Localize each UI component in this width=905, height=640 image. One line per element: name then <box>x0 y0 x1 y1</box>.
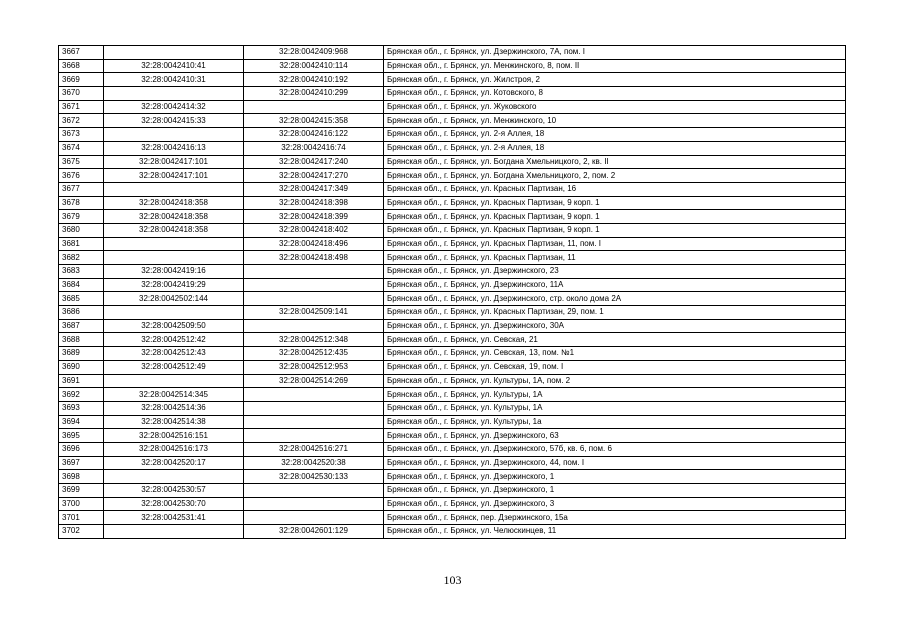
table-row <box>59 265 846 279</box>
address-cell: Брянская обл., г. Брянск, ул. Котовского, 8 <box>384 87 846 101</box>
parcel-number-cell: 32:28:0042512:42 <box>104 333 244 347</box>
table-row <box>59 374 846 388</box>
parcel-number-cell: 32:28:0042417:101 <box>104 155 244 169</box>
table-row <box>59 415 846 429</box>
row-number-cell: 3702 <box>59 525 104 539</box>
table-row <box>59 388 846 402</box>
parcel-number-cell: 32:28:0042416:13 <box>104 141 244 155</box>
address-cell: Брянская обл., г. Брянск, ул. Дзержинского, стр. около дома 2А <box>384 292 846 306</box>
object-number-cell: 32:28:0042509:141 <box>244 306 384 320</box>
address-cell: Брянская обл., г. Брянск, ул. Севская, 13, пом. №1 <box>384 347 846 361</box>
object-number-cell <box>244 265 384 279</box>
address-cell: Брянская обл., г. Брянск, ул. Дзержинского, 1 <box>384 484 846 498</box>
parcel-number-cell <box>104 182 244 196</box>
object-number-cell <box>244 292 384 306</box>
table-row <box>59 169 846 183</box>
table-row <box>59 251 846 265</box>
parcel-number-cell <box>104 374 244 388</box>
table-row <box>59 470 846 484</box>
row-number-cell: 3682 <box>59 251 104 265</box>
object-number-cell: 32:28:0042512:953 <box>244 360 384 374</box>
table-row <box>59 196 846 210</box>
object-number-cell <box>244 388 384 402</box>
table-row <box>59 155 846 169</box>
parcel-number-cell <box>104 46 244 60</box>
address-cell: Брянская обл., г. Брянск, ул. Дзержинского, 7А, пом. I <box>384 46 846 60</box>
parcel-number-cell: 32:28:0042531:41 <box>104 511 244 525</box>
parcel-number-cell: 32:28:0042419:29 <box>104 278 244 292</box>
parcel-number-cell: 32:28:0042502:144 <box>104 292 244 306</box>
parcel-number-cell: 32:28:0042414:32 <box>104 100 244 114</box>
address-cell: Брянская обл., г. Брянск, ул. Дзержинского, 63 <box>384 429 846 443</box>
object-number-cell: 32:28:0042416:122 <box>244 128 384 142</box>
parcel-number-cell <box>104 470 244 484</box>
parcel-number-cell: 32:28:0042520:17 <box>104 456 244 470</box>
row-number-cell: 3676 <box>59 169 104 183</box>
address-cell: Брянская обл., г. Брянск, ул. 2-я Аллея, 18 <box>384 128 846 142</box>
table-row <box>59 497 846 511</box>
object-number-cell: 32:28:0042417:240 <box>244 155 384 169</box>
table-row <box>59 73 846 87</box>
row-number-cell: 3688 <box>59 333 104 347</box>
address-cell: Брянская обл., г. Брянск, ул. Красных Партизан, 29, пом. 1 <box>384 306 846 320</box>
address-cell: Брянская обл., г. Брянск, ул. Жуковского <box>384 100 846 114</box>
table-row <box>59 128 846 142</box>
row-number-cell: 3694 <box>59 415 104 429</box>
row-number-cell: 3673 <box>59 128 104 142</box>
row-number-cell: 3686 <box>59 306 104 320</box>
table-row <box>59 292 846 306</box>
address-cell: Брянская обл., г. Брянск, ул. Дзержинского, 23 <box>384 265 846 279</box>
parcel-number-cell <box>104 306 244 320</box>
table-row <box>59 141 846 155</box>
object-number-cell: 32:28:0042512:348 <box>244 333 384 347</box>
object-number-cell: 32:28:0042410:192 <box>244 73 384 87</box>
address-cell: Брянская обл., г. Брянск, ул. Культуры, 1А <box>384 401 846 415</box>
object-number-cell <box>244 319 384 333</box>
row-number-cell: 3667 <box>59 46 104 60</box>
table-row <box>59 87 846 101</box>
table-row <box>59 484 846 498</box>
object-number-cell: 32:28:0042418:398 <box>244 196 384 210</box>
object-number-cell: 32:28:0042409:968 <box>244 46 384 60</box>
parcel-number-cell: 32:28:0042417:101 <box>104 169 244 183</box>
address-cell: Брянская обл., г. Брянск, ул. Дзержинского, 3 <box>384 497 846 511</box>
parcel-number-cell <box>104 237 244 251</box>
row-number-cell: 3681 <box>59 237 104 251</box>
table-row <box>59 360 846 374</box>
parcel-number-cell <box>104 87 244 101</box>
address-cell: Брянская обл., г. Брянск, ул. Севская, 21 <box>384 333 846 347</box>
table-row <box>59 223 846 237</box>
address-cell: Брянская обл., г. Брянск, ул. Красных Партизан, 11, пом. I <box>384 237 846 251</box>
parcel-number-cell: 32:28:0042410:31 <box>104 73 244 87</box>
table-row <box>59 100 846 114</box>
address-cell: Брянская обл., г. Брянск, ул. Красных Партизан, 9 корп. 1 <box>384 196 846 210</box>
object-number-cell: 32:28:0042418:498 <box>244 251 384 265</box>
row-number-cell: 3669 <box>59 73 104 87</box>
address-cell: Брянская обл., г. Брянск, ул. Культуры, 1а <box>384 415 846 429</box>
row-number-cell: 3670 <box>59 87 104 101</box>
parcel-number-cell: 32:28:0042512:43 <box>104 347 244 361</box>
row-number-cell: 3691 <box>59 374 104 388</box>
parcel-number-cell: 32:28:0042418:358 <box>104 223 244 237</box>
row-number-cell: 3671 <box>59 100 104 114</box>
object-number-cell <box>244 278 384 292</box>
address-cell: Брянская обл., г. Брянск, ул. Дзержинского, 11А <box>384 278 846 292</box>
table-row <box>59 319 846 333</box>
page-number: 103 <box>443 573 462 587</box>
address-cell: Брянская обл., г. Брянск, ул. 2-я Аллея, 18 <box>384 141 846 155</box>
row-number-cell: 3668 <box>59 59 104 73</box>
parcel-number-cell: 32:28:0042514:345 <box>104 388 244 402</box>
table-row <box>59 306 846 320</box>
object-number-cell <box>244 100 384 114</box>
table-row <box>59 347 846 361</box>
row-number-cell: 3687 <box>59 319 104 333</box>
object-number-cell: 32:28:0042601:129 <box>244 525 384 539</box>
parcel-number-cell: 32:28:0042530:57 <box>104 484 244 498</box>
table-row <box>59 46 846 60</box>
row-number-cell: 3698 <box>59 470 104 484</box>
row-number-cell: 3680 <box>59 223 104 237</box>
object-number-cell: 32:28:0042410:114 <box>244 59 384 73</box>
table-row <box>59 511 846 525</box>
row-number-cell: 3679 <box>59 210 104 224</box>
row-number-cell: 3685 <box>59 292 104 306</box>
object-number-cell: 32:28:0042530:133 <box>244 470 384 484</box>
address-cell: Брянская обл., г. Брянск, ул. Культуры, 1А <box>384 388 846 402</box>
row-number-cell: 3692 <box>59 388 104 402</box>
address-cell: Брянская обл., г. Брянск, ул. Богдана Хмельницкого, 2, кв. II <box>384 155 846 169</box>
row-number-cell: 3683 <box>59 265 104 279</box>
row-number-cell: 3674 <box>59 141 104 155</box>
object-number-cell: 32:28:0042417:270 <box>244 169 384 183</box>
parcel-number-cell: 32:28:0042516:151 <box>104 429 244 443</box>
address-cell: Брянская обл., г. Брянск, ул. Дзержинского, 1 <box>384 470 846 484</box>
object-number-cell: 32:28:0042512:435 <box>244 347 384 361</box>
row-number-cell: 3689 <box>59 347 104 361</box>
address-cell: Брянская обл., г. Брянск, ул. Богдана Хмельницкого, 2, пом. 2 <box>384 169 846 183</box>
address-cell: Брянская обл., г. Брянск, ул. Севская, 19, пом. I <box>384 360 846 374</box>
parcel-number-cell: 32:28:0042530:70 <box>104 497 244 511</box>
address-cell: Брянская обл., г. Брянск, ул. Красных Партизан, 9 корп. 1 <box>384 210 846 224</box>
parcel-number-cell <box>104 128 244 142</box>
object-number-cell <box>244 511 384 525</box>
address-cell: Брянская обл., г. Брянск, ул. Менжинского, 10 <box>384 114 846 128</box>
table-row <box>59 59 846 73</box>
object-number-cell: 32:28:0042410:299 <box>244 87 384 101</box>
object-number-cell: 32:28:0042520:38 <box>244 456 384 470</box>
parcel-number-cell: 32:28:0042509:50 <box>104 319 244 333</box>
parcel-number-cell: 32:28:0042516:173 <box>104 442 244 456</box>
parcel-number-cell <box>104 525 244 539</box>
parcel-number-cell: 32:28:0042419:16 <box>104 265 244 279</box>
address-cell: Брянская обл., г. Брянск, ул. Дзержинского, 44, пом. I <box>384 456 846 470</box>
cadastral-table <box>58 45 846 539</box>
table-row <box>59 401 846 415</box>
address-cell: Брянская обл., г. Брянск, ул. Челюскинцев, 11 <box>384 525 846 539</box>
table-row <box>59 525 846 539</box>
address-cell: Брянская обл., г. Брянск, ул. Красных Партизан, 16 <box>384 182 846 196</box>
address-cell: Брянская обл., г. Брянск, ул. Жилстроя, 2 <box>384 73 846 87</box>
row-number-cell: 3693 <box>59 401 104 415</box>
table-row <box>59 442 846 456</box>
address-cell: Брянская обл., г. Брянск, ул. Красных Партизан, 11 <box>384 251 846 265</box>
parcel-number-cell: 32:28:0042514:38 <box>104 415 244 429</box>
parcel-number-cell: 32:28:0042418:358 <box>104 210 244 224</box>
object-number-cell <box>244 484 384 498</box>
table-body <box>59 46 846 539</box>
object-number-cell <box>244 429 384 443</box>
object-number-cell: 32:28:0042418:496 <box>244 237 384 251</box>
address-cell: Брянская обл., г. Брянск, ул. Дзержинского, 57б, кв. 6, пом. 6 <box>384 442 846 456</box>
row-number-cell: 3672 <box>59 114 104 128</box>
object-number-cell: 32:28:0042516:271 <box>244 442 384 456</box>
row-number-cell: 3699 <box>59 484 104 498</box>
table-row <box>59 333 846 347</box>
address-cell: Брянская обл., г. Брянск, ул. Дзержинского, 30А <box>384 319 846 333</box>
address-cell: Брянская обл., г. Брянск, ул. Культуры, 1А, пом. 2 <box>384 374 846 388</box>
table-row <box>59 278 846 292</box>
parcel-number-cell: 32:28:0042410:41 <box>104 59 244 73</box>
object-number-cell: 32:28:0042417:349 <box>244 182 384 196</box>
row-number-cell: 3701 <box>59 511 104 525</box>
address-cell: Брянская обл., г. Брянск, пер. Дзержинского, 15а <box>384 511 846 525</box>
object-number-cell <box>244 401 384 415</box>
table-row <box>59 237 846 251</box>
object-number-cell <box>244 415 384 429</box>
table-row <box>59 182 846 196</box>
table-row <box>59 210 846 224</box>
object-number-cell <box>244 497 384 511</box>
table-row <box>59 429 846 443</box>
parcel-number-cell: 32:28:0042415:33 <box>104 114 244 128</box>
address-cell: Брянская обл., г. Брянск, ул. Менжинского, 8, пом. II <box>384 59 846 73</box>
row-number-cell: 3697 <box>59 456 104 470</box>
row-number-cell: 3675 <box>59 155 104 169</box>
parcel-number-cell <box>104 251 244 265</box>
object-number-cell: 32:28:0042418:402 <box>244 223 384 237</box>
object-number-cell: 32:28:0042415:358 <box>244 114 384 128</box>
parcel-number-cell: 32:28:0042418:358 <box>104 196 244 210</box>
parcel-number-cell: 32:28:0042514:36 <box>104 401 244 415</box>
row-number-cell: 3677 <box>59 182 104 196</box>
object-number-cell: 32:28:0042416:74 <box>244 141 384 155</box>
row-number-cell: 3695 <box>59 429 104 443</box>
object-number-cell: 32:28:0042514:269 <box>244 374 384 388</box>
table-row <box>59 456 846 470</box>
row-number-cell: 3684 <box>59 278 104 292</box>
row-number-cell: 3678 <box>59 196 104 210</box>
parcel-number-cell: 32:28:0042512:49 <box>104 360 244 374</box>
address-cell: Брянская обл., г. Брянск, ул. Красных Партизан, 9 корп. 1 <box>384 223 846 237</box>
table-row <box>59 114 846 128</box>
row-number-cell: 3690 <box>59 360 104 374</box>
object-number-cell: 32:28:0042418:399 <box>244 210 384 224</box>
row-number-cell: 3696 <box>59 442 104 456</box>
row-number-cell: 3700 <box>59 497 104 511</box>
